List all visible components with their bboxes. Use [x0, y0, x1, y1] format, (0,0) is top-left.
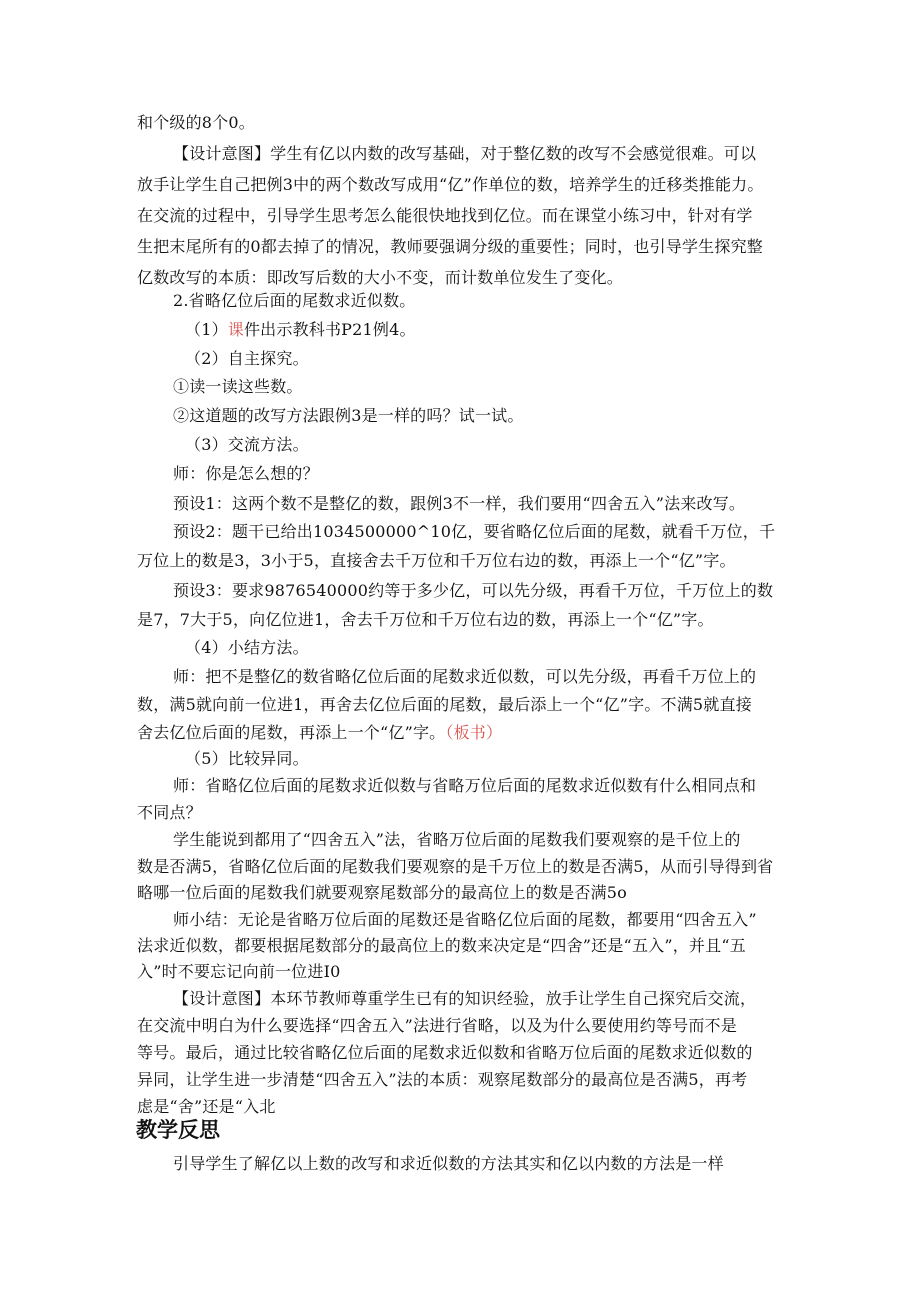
text-line: 预设2：题干已给出1034500000^10亿，要省略亿位后面的尾数，就看千万位，千 [173, 522, 776, 541]
text-line: 等号。最后，通过比较省略亿位后面的尾数求近似数和省略万位后面的尾数求近似数的 [137, 1043, 753, 1062]
blackboard-note: （板书） [445, 723, 503, 742]
section-title: 2.省略亿位后面的尾数求近似数。 [173, 291, 416, 310]
text-line: 是7，7大于5，向亿位进1，舍去千万位和千万位右边的数，再添上一个“亿”字。 [137, 610, 714, 629]
step-item: （1）课件出示教科书P21例4。 [185, 320, 416, 339]
courseware-mark: 课 [227, 320, 244, 339]
text-line: 万位上的数是3，3小于5，直接舍去千万位和千万位右边的数，再添上一个“亿”字。 [137, 551, 736, 570]
text-line: 预设3：要求9876540000约等于多少亿，可以先分级，再看千万位，千万位上的数 [173, 581, 774, 600]
text-line: 在交流中明白为什么要选择“四舍五入”法进行省略，以及为什么要使用约等号而不是 [137, 1016, 737, 1035]
text-line: 异同，让学生进一步清楚“四舍五入”法的本质：观察尾数部分的最高位是否满5，再考 [137, 1070, 748, 1089]
step-item: （4）小结方法。 [185, 638, 309, 657]
text-line: ①读一读这些数。 [173, 377, 303, 396]
text-line: 舍去亿位后面的尾数，再添上一个“亿”字。（板书） [137, 723, 503, 742]
text-line: 生把末尾所有的0都去掉了的情况，教师要强调分级的重要性；同时，也引导学生探究整 [137, 237, 763, 256]
text-line: 师：把不是整亿的数省略亿位后面的尾数求近似数，可以先分级，再看千万位上的 [173, 667, 757, 686]
text-line: 引导学生了解亿以上数的改写和求近似数的方法其实和亿以内数的方法是一样 [173, 1154, 724, 1173]
text-line: 师：你是怎么想的？ [173, 464, 319, 483]
text-line: 学生能说到都用了“四舍五入”法，省略万位后面的尾数我们要观察的是千位上的 [173, 830, 741, 849]
text-line: ②这道题的改写方法跟例3是一样的吗？试一试。 [173, 406, 524, 425]
text-line: 法求近似数，都要根据尾数部分的最高位上的数来决定是“四舍”还是“五入”，并且“五 [137, 936, 746, 955]
text-line: 在交流的过程中，引导学生思考怎么能很快地找到亿位。而在课堂小练习中，针对有学 [137, 206, 753, 225]
text-line: 入”时不要忘记向前一位进I0 [137, 962, 341, 981]
text-line: 放手让学生自己把例3中的两个数改写成用“亿”作单位的数，培养学生的迁移类推能力。 [137, 175, 764, 194]
step-item: （5）比较异同。 [185, 749, 309, 768]
text-line: 略哪一位后面的尾数我们就要观察尾数部分的最高位上的数是否满5o [137, 883, 628, 902]
step-item: （3）交流方法。 [185, 435, 309, 454]
text-line: 师小结：无论是省略万位后面的尾数还是省略亿位后面的尾数，都要用“四舍五入” [173, 910, 757, 929]
text-line: 和个级的8个0。 [137, 113, 255, 132]
text-line: 不同点？ [137, 803, 202, 822]
text-line: 师：省略亿位后面的尾数求近似数与省略万位后面的尾数求近似数有什么相同点和 [173, 776, 757, 795]
text-line: 预设1：这两个数不是整亿的数，跟例3不一样，我们要用“四舍五入”法来改写。 [173, 494, 746, 513]
design-intent-paragraph: 【设计意图】学生有亿以内数的改写基础，对于整亿数的改写不会感觉很难。可以 [173, 144, 757, 163]
step-item: （2）自主探究。 [185, 349, 309, 368]
section-heading: 教学反思 [136, 1118, 220, 1142]
text-line: 数，满5就向前一位进1，再舍去亿位后面的尾数，最后添上一个“亿”字。不满5就直接 [137, 695, 752, 714]
text-line: 亿数改写的本质：即改写后数的大小不变，而计数单位发生了变化。 [137, 268, 624, 287]
text-line: 虑是“舍”还是“入北 [137, 1097, 276, 1116]
design-intent-paragraph: 【设计意图】本环节教师尊重学生已有的知识经验，放手让学生自己探究后交流， [173, 989, 757, 1008]
text-line: 数是否满5，省略亿位后面的尾数我们要观察的是千万位上的数是否满5，从而引导得到省 [137, 857, 774, 876]
